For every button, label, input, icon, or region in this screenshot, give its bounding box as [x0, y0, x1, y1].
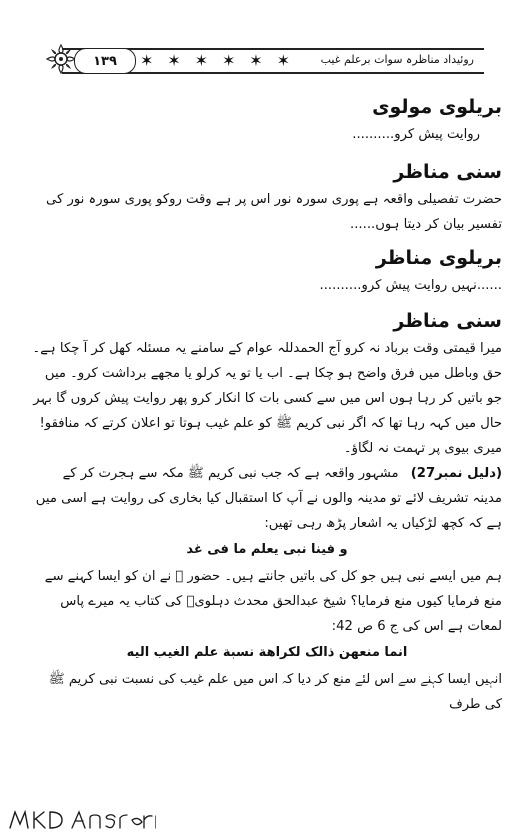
speaker-heading: بریلوی مولوی	[372, 96, 502, 118]
speaker-heading: سنی مناظر	[393, 161, 502, 183]
page-header	[44, 40, 484, 74]
handwritten-signature	[6, 806, 156, 834]
star-icon: ✶	[249, 50, 263, 70]
evidence-label: (دلیل نمبر27)	[410, 466, 502, 481]
running-head: روئیداد مناظرہ سوات برعلم غیب	[320, 53, 474, 66]
paragraph: حضرت تفصیلی واقعہ ہے پوری سورہ نور اس پر ہے وقت روکو پوری سورہ نور کی تفسیر بیان کر دیتا ہوں......	[46, 192, 502, 232]
star-icon: ✶	[221, 50, 236, 70]
arabic-quote: و فینا نبی یعلم ما فی غد	[186, 542, 348, 557]
star-icon: ✶	[140, 50, 154, 70]
page-body	[32, 86, 502, 717]
paragraph: انہیں ایسا کہنے سے اس لئے منع کر دیا کہ اس میں علم غیب کی نسبت نبی کریم ﷺ کی طرف	[48, 672, 502, 712]
evidence-paragraph	[32, 461, 502, 536]
star-icon: ✶	[167, 50, 181, 70]
paragraph: ہم میں ایسے نبی ہیں جو کل کی باتیں جانتے ہیں۔ حضور ﷺ نے ان کو ایسا کہنے سے منع فرمایا کیوں منع فرمایا؟ شیخ عبدالحق محدث دہلویؒ کی کتاب یہ میرے پاس لمعات ہے اس کی ج 6 ص 42:	[44, 569, 502, 634]
evidence-text: مشہور واقعہ ہے کہ جب نبی کریم ﷺ مکہ سے ہجرت کر کے مدینہ تشریف لائے تو مدینہ والوں نے آپ کا استقبال کیا بخاری کی روایت ہے اسی میں ہے کہ کچھ لڑکیاں یہ اشعار پڑھ رہی تھیں:	[35, 466, 502, 531]
paragraph: روایت پیش کرو..........	[352, 127, 480, 142]
speaker-heading: سنی مناظر	[393, 310, 502, 332]
star-icon: ✶	[194, 50, 209, 70]
paragraph: میرا قیمتی وقت برباد نہ کرو آج الحمدللہ عوام کے سامنے یہ مسئلہ کھل کر آ چکا ہے۔ حق وباطل میں فرق واضح ہو چکا ہے۔ اب یا تو یہ کرلو یا مجھے برداشت کرو۔ میں جو باتیں کر رہا ہوں اس میں سے کسی بات کا انکار کرو پھر روایت پیش کروں گا بہر حال میں کہہ رہا تھا کہ اگر نبی کریم ﷺ کو علم غیب ہوتا تو اعلان کرتے کہ منافقو! میری بیوی پر تہمت نہ لگاؤ۔	[32, 341, 502, 456]
paragraph: ......نہیں روایت پیش کرو..........	[319, 278, 502, 293]
star-icon: ✶	[276, 50, 290, 70]
speaker-heading: بریلوی مناظر	[375, 247, 502, 269]
arabic-quote: انما منعهن ذالک لکراهة نسبة علم الغیب الیه	[126, 645, 408, 660]
page-number: ۱۳۹	[74, 48, 136, 74]
star-ornaments	[140, 50, 290, 70]
